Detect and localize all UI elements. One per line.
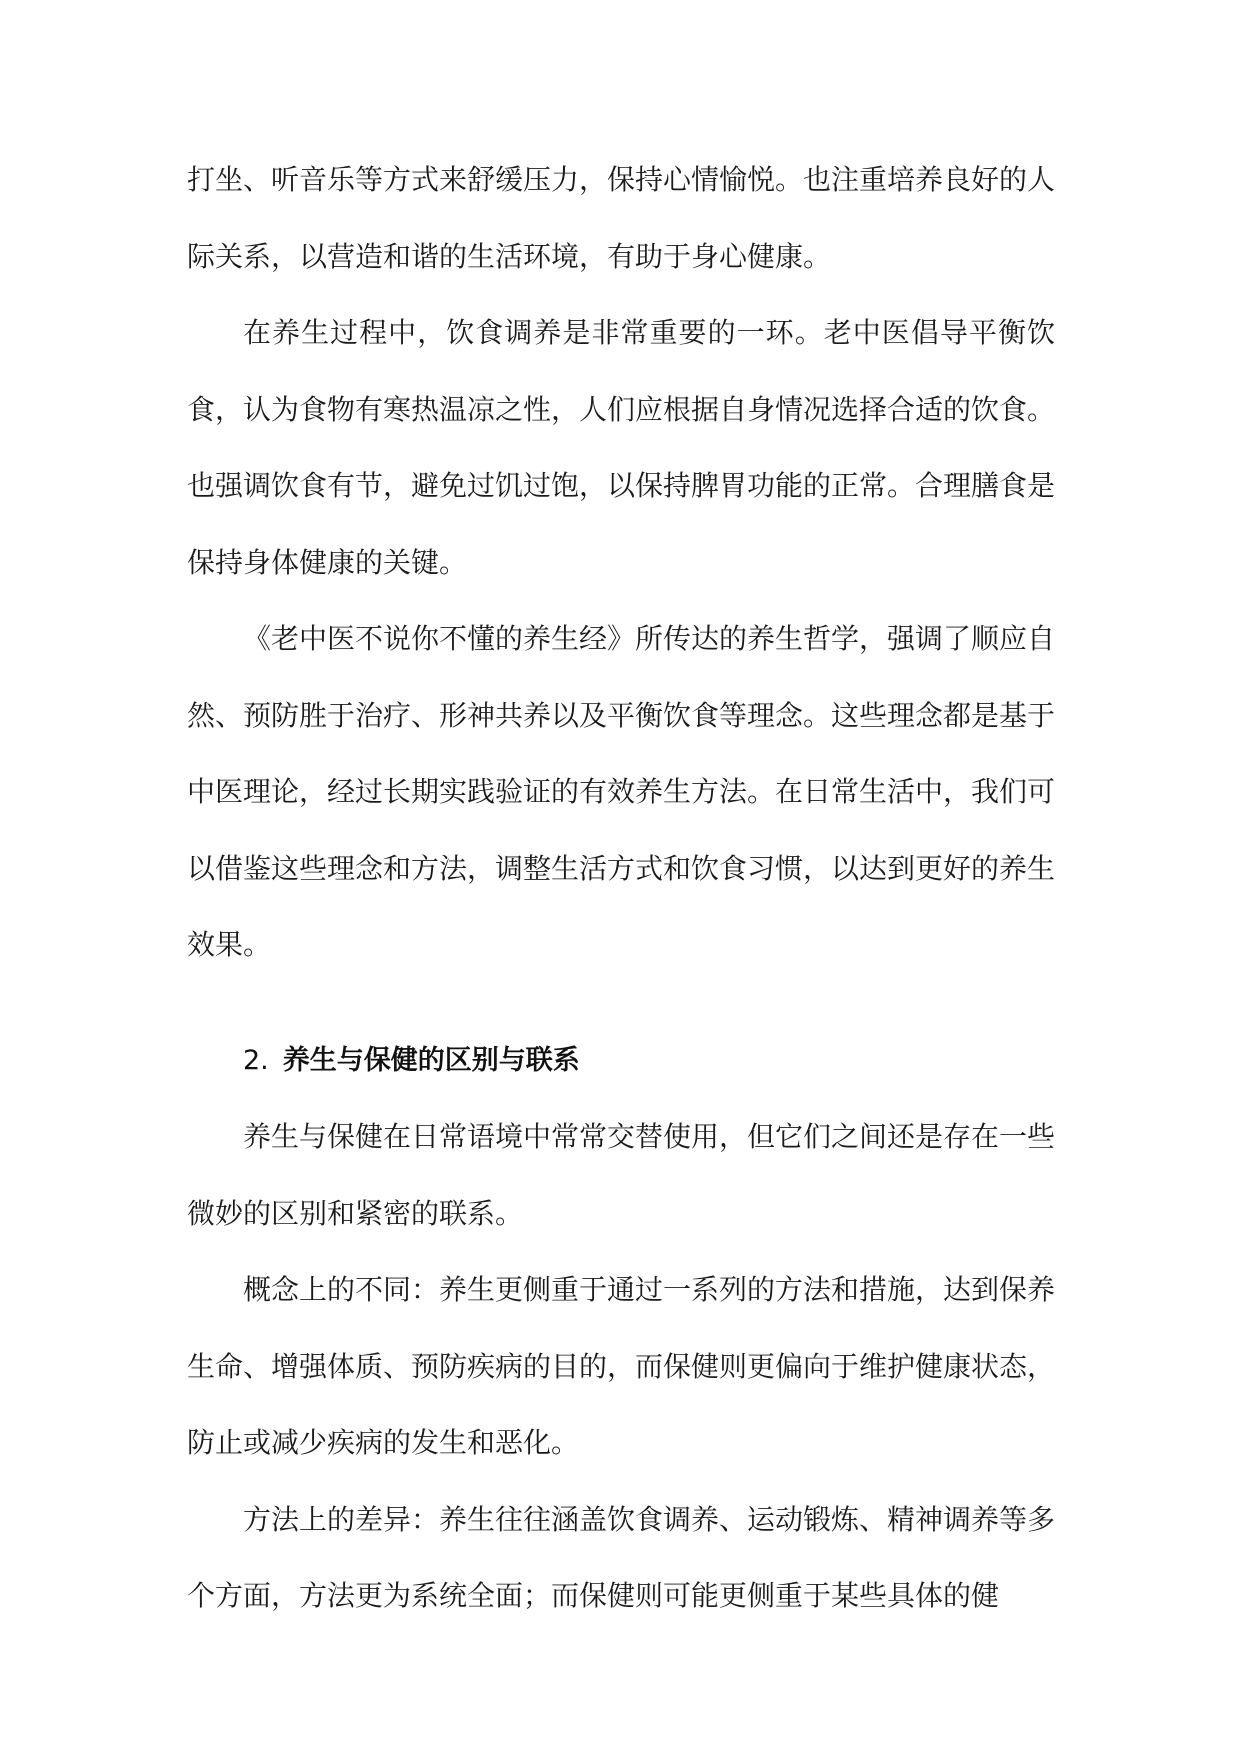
section-number: 2. — [243, 1044, 269, 1076]
document-body — [187, 142, 1055, 1635]
paragraph-diet-regimen: 在养生过程中，饮食调养是非常重要的一环。老中医倡导平衡饮食，认为食物有寒热温凉之性，人们应根据自身情况选择合适的饮食。也强调饮食有节，避免过饥过饱，以保持脾胃功能的正常。合理膳食是保持身体健康的关键。 — [187, 316, 1056, 579]
paragraph-intro-difference: 养生与保健在日常语境中常常交替使用，但它们之间还是存在一些微妙的区别和紧密的联系。 — [187, 1120, 1056, 1230]
paragraph-concept-difference: 概念上的不同：养生更侧重于通过一系列的方法和措施，达到保养生命、增强体质、预防疾病的目的，而保健则更偏向于维护健康状态，防止或减少疾病的发生和恶化。 — [187, 1273, 1056, 1459]
paragraph-philosophy-summary: 《老中医不说你不懂的养生经》所传达的养生哲学，强调了顺应自然、预防胜于治疗、形神共养以及平衡饮食等理念。这些理念都是基于中医理论，经过长期实践验证的有效养生方法。在日常生活中，我们可以借鉴这些理念和方法，调整生活方式和饮食习惯，以达到更好的养生效果。 — [187, 622, 1056, 961]
section-title: 养生与保健的区别与联系 — [282, 1044, 580, 1076]
section-heading — [187, 1023, 1055, 1100]
paragraph-continued: 打坐、听音乐等方式来舒缓压力，保持心情愉悦。也注重培养良好的人际关系，以营造和谐的生活环境，有助于身心健康。 — [187, 163, 1056, 273]
paragraph-method-difference: 方法上的差异：养生往往涵盖饮食调养、运动锻炼、精神调养等多个方面，方法更为系统全面；而保健则可能更侧重于某些具体的健 — [187, 1502, 1056, 1612]
